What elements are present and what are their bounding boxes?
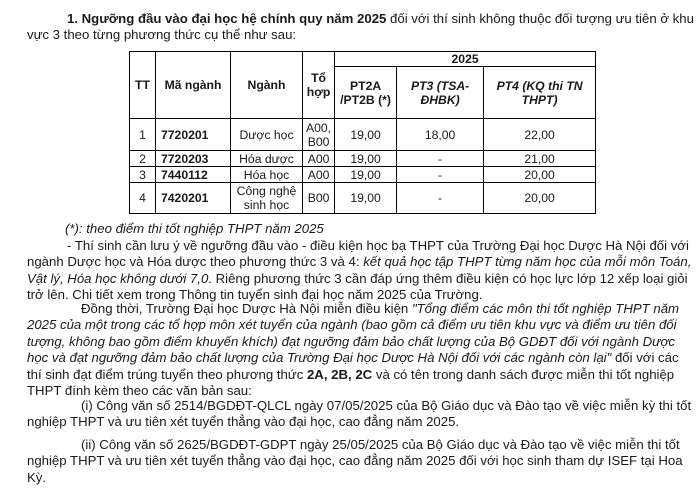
header-ma-nganh: Mã ngành [156, 52, 231, 119]
cell-pt2: 19,00 [335, 119, 397, 151]
cell-tt: 4 [130, 183, 156, 214]
cell-nganh: Dược học [231, 119, 303, 151]
cell-ma-nganh: 7720201 [156, 119, 231, 151]
heading-bold: 1. Ngưỡng đầu vào đại học hệ chính quy năm 2025 [67, 11, 387, 26]
p2-text-e: và có tên trong danh sách được miễn thi tốt nghiệp THPT đính kèm theo các văn bản sau: [27, 366, 675, 399]
header-nganh: Ngành [231, 52, 303, 119]
header-year: 2025 [335, 52, 596, 67]
header-pt2a: PT2A /PT2B (*) [335, 67, 397, 119]
cell-pt3: - [397, 183, 484, 214]
threshold-table [129, 51, 596, 214]
paragraph-exemption [27, 301, 695, 399]
cell-pt2: 19,00 [335, 167, 397, 183]
p2-text-a: Đồng thời, Trường Đại học Dược Hà Nội miễn điều kiện [81, 301, 412, 316]
cell-nganh: Hóa dược [231, 151, 303, 167]
cell-pt3: 18,00 [397, 119, 484, 151]
header-pt4: PT4 (KQ thi TN THPT) [484, 67, 596, 119]
p2-text-c: đối với các thí sinh đạt điểm trúng tuyển theo phương thức [27, 350, 679, 382]
header-pt3: PT3 (TSA-ĐHBK) [397, 67, 484, 119]
p1-text-c: . Riêng phương thức 3 cần đáp ứng thêm điều kiện có học lực lớp 12 xếp loại giỏi trở lên. Chi tiết xem trong Thông tin tuyển sinh đại học năm 2025 của Trường. [27, 270, 688, 303]
cell-tt: 1 [130, 119, 156, 151]
cell-pt4: 20,00 [484, 183, 596, 214]
section-heading [27, 11, 695, 44]
p1-text-a: - Thí sinh cần lưu ý về ngưỡng đầu vào - điều kiện học bạ THPT của Trường Đại học Dược Hà Nội đối với ngành Dược học và Hóa dược theo phương thức 3 và 4: [27, 238, 689, 270]
table-row [130, 151, 596, 167]
cell-pt3: - [397, 167, 484, 183]
cell-ma-nganh: 7720203 [156, 151, 231, 167]
p2-methods: 2A, 2B, 2C [306, 366, 373, 382]
table-row [130, 119, 596, 151]
paragraph-document-ii: (ii) Công văn số 2625/BGDĐT-GDPT ngày 25/05/2025 của Bộ Giáo dục và Đào tạo về việc miễn thi tốt nghiệp THPT và ưu tiên xét tuyển thẳng vào đại học, cao đẳng năm 2025 đối với học sinh tham dự ISEF tại Hoa Kỳ. [27, 437, 683, 485]
cell-tt: 2 [130, 151, 156, 167]
cell-pt2: 19,00 [335, 151, 397, 167]
cell-nganh: Hóa học [231, 167, 303, 183]
header-to-hop: Tổ hợp [303, 52, 335, 119]
table-footnote: (*): theo điểm thi tốt nghiệp THPT năm 2025 [65, 221, 324, 236]
p2-quote: "Tổng điểm các môn thi tốt nghiệp THPT năm 2025 của một trong các tổ hợp môn xét tuyển của ngành (bao gồm cả điểm ưu tiên khu vực và điểm ưu tiên đối tượng, không bao gồm điểm khuyến khích) đạt ngưỡng đảm bảo chất lượng của Bộ GDĐT đối với ngành Dược học và đạt ngưỡng đảm bảo chất lượng của Trường Đại học Dược Hà Nội đối với các ngành còn lại" [27, 301, 680, 366]
paragraph-document-i: (i) Công văn số 2514/BGDĐT-QLCL ngày 07/05/2025 của Bộ Giáo dục và Đào tạo về việc miễn kỳ thi tốt nghiệp THPT và ưu tiên xét tuyển thẳng vào đại học, cao đẳng năm 2025. [27, 398, 692, 430]
cell-pt4: 21,00 [484, 151, 596, 167]
cell-tt: 3 [130, 167, 156, 183]
cell-pt4: 20,00 [484, 167, 596, 183]
cell-to-hop: B00 [303, 183, 335, 214]
header-tt: TT [130, 52, 156, 119]
cell-pt4: 22,00 [484, 119, 596, 151]
p1-text-italic: kết quả học tập THPT từng năm học của mỗi môn Toán, Vật lý, Hóa học không dưới 7,0 [27, 254, 692, 286]
paragraph-conditions [27, 238, 695, 304]
cell-ma-nganh: 7420201 [156, 183, 231, 214]
cell-pt2: 19,00 [335, 183, 397, 214]
cell-to-hop: A00 [303, 151, 335, 167]
table-row [130, 183, 596, 214]
heading-rest: đối với thí sinh không thuộc đối tượng ưu tiên ở khu vực 3 theo từng phương thức cụ thể như sau: [27, 11, 694, 43]
cell-ma-nganh: 7440112 [156, 167, 231, 183]
cell-to-hop: A00 [303, 167, 335, 183]
table-row [130, 167, 596, 183]
cell-to-hop: A00, B00 [303, 119, 335, 151]
cell-pt3: - [397, 151, 484, 167]
cell-nganh: Công nghệ sinh học [231, 183, 303, 214]
